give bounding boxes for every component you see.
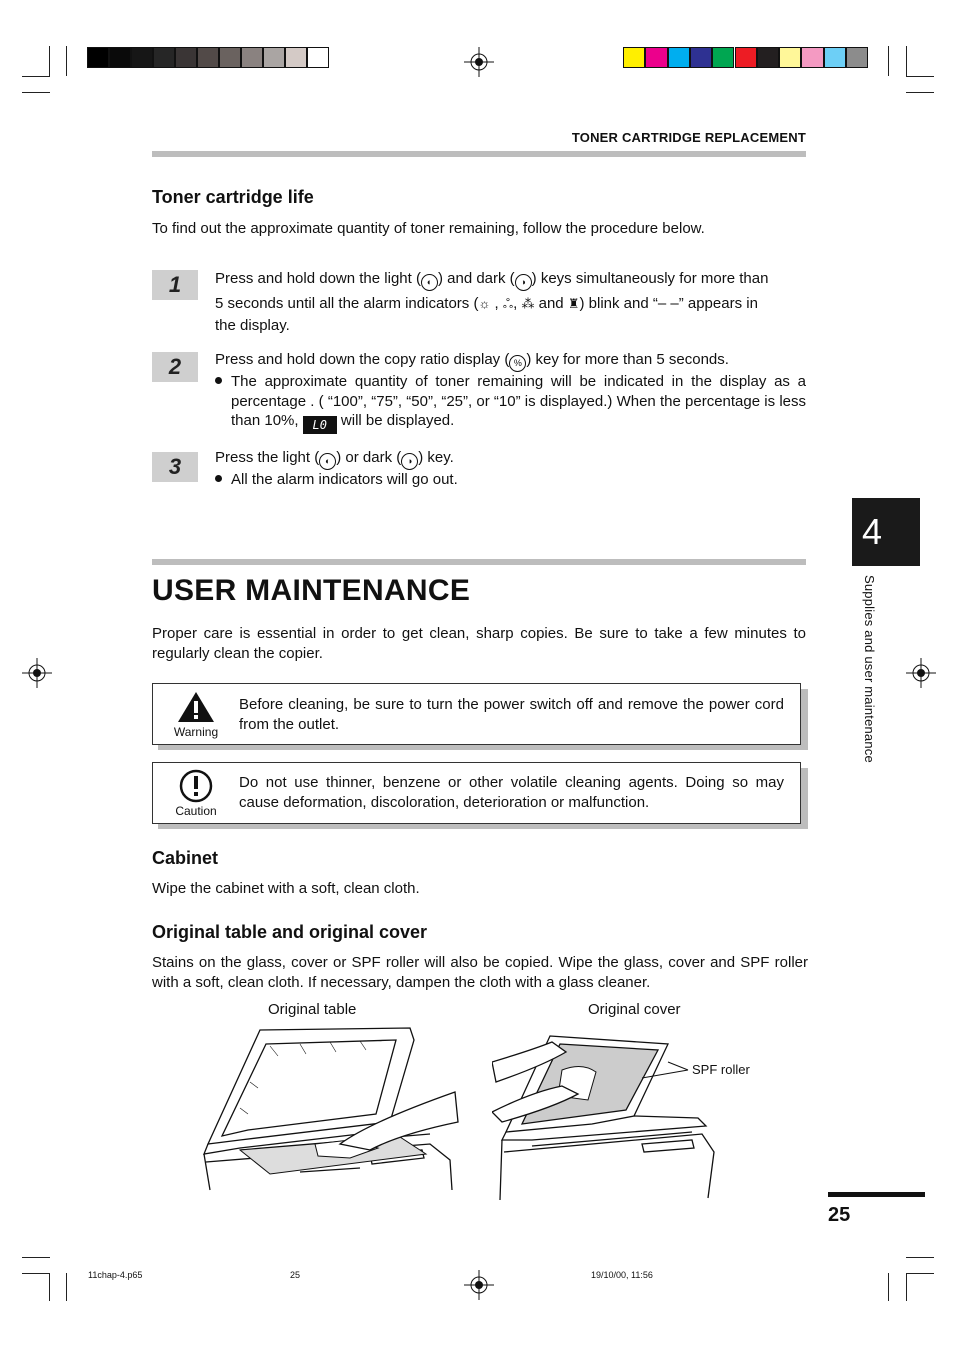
caution-icon-group [167,769,225,818]
section-divider [152,559,806,565]
step-2-text: Press and hold down the copy ratio display ( % ) key for more than 5 seconds. The approximate quantity of toner remaining will be indicated in the display as a percentage . ( “100”, “75”, “50”, “25”, or “10” is displayed.) When the percentage is less than 10%, L0 will be displayed. [215,351,806,432]
bullet-icon [215,475,222,482]
crop-mark [22,1273,50,1274]
cabinet-text: Wipe the cabinet with a soft, clean cloth. [152,880,420,897]
caution-text: Do not use thinner, benzene or other volatile cleaning agents. Doing so may cause deformation, discoloration, deterioration or malfunction. [239,774,784,811]
maintenance-indicator-icon: ஃ [502,296,514,311]
step-3-text: Press the light ( ◐ ) or dark ( ◑ ) key. All the alarm indicators will go out. [215,448,806,490]
warning-triangle-icon [176,690,216,724]
crop-mark [66,46,67,76]
running-header: TONER CARTRIDGE REPLACEMENT [571,130,806,145]
light-key-icon: ◐ [421,274,438,291]
color-swatch [801,47,823,68]
color-swatch [690,47,712,68]
color-swatch [307,47,329,68]
toner-heading: Toner cartridge life [152,187,314,207]
crop-mark [906,1273,934,1274]
toner-intro: To find out the approximate quantity of toner remaining, follow the procedure below. [152,220,705,237]
figure-caption: Original cover [588,1001,681,1018]
color-swatch [153,47,175,68]
color-swatch [131,47,153,68]
registration-mark-icon [464,47,494,77]
footer-filename: 11chap-4.p65 [88,1270,143,1280]
warning-label: Warning [173,725,219,739]
figure-caption: Original table [268,1001,357,1018]
light-key-icon: ◐ [319,453,336,470]
registration-mark-icon [464,1270,494,1300]
caution-box [152,762,801,824]
step-1-text: Press and hold down the light ( ◐ ) and dark ( ◑ ) keys simultaneously for more than 5 seconds until all the alarm indicators (☼ , ஃ, ⁂ and ♜) blink and “– –” appears in the display. [215,270,769,334]
footer-timestamp: 19/10/00, 11:56 [591,1270,653,1280]
registration-mark-icon [22,658,52,688]
crop-mark [906,92,934,93]
dark-key-icon: ◑ [515,274,532,291]
color-swatch [623,47,645,68]
cabinet-heading: Cabinet [152,848,219,868]
color-swatch [87,47,109,68]
color-swatch [109,47,131,68]
crop-mark [906,46,907,76]
color-swatch [175,47,197,68]
color-swatch [197,47,219,68]
color-swatch [285,47,307,68]
original-table-illustration [200,1022,460,1192]
crop-mark [22,76,50,77]
color-swatch [263,47,285,68]
bullet-item: All the alarm indicators will go out. [215,470,806,490]
bullet-item: The approximate quantity of toner remaining will be indicated in the display as a percentage . ( “100”, “75”, “50”, “25”, or “10” is displayed.) When the percentage is less than 10%, L0 will be displayed. [215,372,806,434]
crop-mark [22,92,50,93]
crop-mark [49,1273,50,1301]
developer-indicator-icon: ♜ [567,296,580,311]
misfeed-indicator-icon: ☼ [478,296,491,311]
warning-box [152,683,801,745]
chapter-tab: 4 [852,498,920,566]
color-swatch [846,47,868,68]
step-number: 2 [152,352,198,382]
dark-key-icon: ◑ [401,453,418,470]
spf-roller-label: SPF roller [692,1062,750,1077]
crop-mark [888,46,889,76]
step-number: 1 [152,270,198,300]
color-swatch [757,47,779,68]
crop-mark [22,1257,50,1258]
section-divider [152,151,806,157]
color-swatch [779,47,801,68]
page-number-rule [828,1192,925,1197]
color-swatch [645,47,667,68]
crop-mark [906,1257,934,1258]
copy-ratio-key-icon: % [509,355,526,372]
crop-mark [906,76,934,77]
crop-mark [49,46,50,76]
color-swatch [735,47,757,68]
caution-label: Caution [175,804,217,818]
page-number: 25 [828,1204,851,1226]
color-swatch [241,47,263,68]
original-text: Stains on the glass, cover or SPF roller will also be copied. Wipe the glass, cover and SPF roller with a soft, clean cloth. If necessary, dampen the cloth with a glass cleaner. [152,954,808,991]
chapter-side-label: Supplies and user maintenance [862,575,877,763]
footer-page: 25 [290,1270,301,1280]
toner-indicator-icon: ⁂ [521,296,535,311]
bullet-icon [215,377,222,384]
crop-mark [906,1273,907,1301]
color-swatch [219,47,241,68]
warning-text: Before cleaning, be sure to turn the power switch off and remove the power cord from the outlet. [239,696,784,733]
lcd-display: L0 [303,416,337,434]
maintenance-heading: USER MAINTENANCE [152,574,471,607]
color-swatch [712,47,734,68]
maintenance-intro: Proper care is essential in order to get clean, sharp copies. Be sure to take a few minutes to regularly clean the copier. [152,625,806,662]
caution-exclamation-icon [179,769,213,803]
crop-mark [66,1273,67,1301]
original-cover-illustration [492,1022,722,1202]
registration-mark-icon [906,658,936,688]
original-heading: Original table and original cover [152,922,428,942]
warning-icon-group [167,690,225,739]
color-swatch [824,47,846,68]
color-swatch [668,47,690,68]
crop-mark [888,1273,889,1301]
step-number: 3 [152,452,198,482]
